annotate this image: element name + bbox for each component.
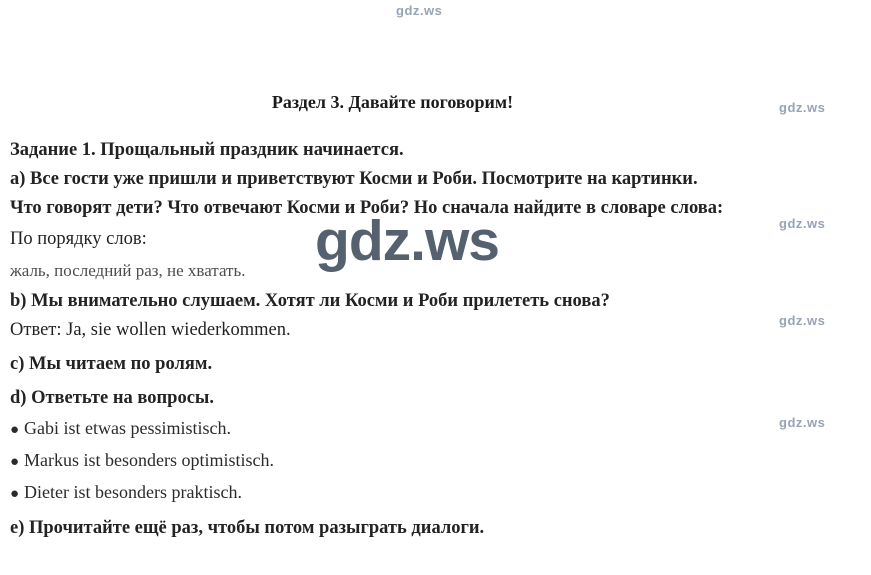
task-a-line-2: Что говорят дети? Что отвечают Косми и Роби? Но сначала найдите в словаре слова: — [10, 198, 724, 218]
list-item — [10, 413, 770, 445]
watermark-top: gdz.ws — [396, 3, 443, 18]
watermark-center: gdz.ws — [315, 209, 500, 273]
task-d: d) Ответьте на вопросы. — [10, 388, 214, 408]
task-b: b) Мы внимательно слушаем. Хотят ли Косми и Роби прилететь снова? — [10, 291, 610, 311]
task-title: Задание 1. Прощальный праздник начинается. — [10, 140, 404, 160]
word-list: жаль, последний раз, не хватать. — [10, 261, 246, 280]
watermark-right-1: gdz.ws — [779, 100, 826, 115]
task-e: e) Прочитайте ещё раз, чтобы потом разыграть диалоги. — [10, 518, 485, 538]
task-a-line-1: a) Все гости уже пришли и приветствуют Косми и Роби. Посмотрите на картинки. — [10, 169, 698, 189]
bullet-text: Dieter ist besonders praktisch. — [24, 482, 242, 502]
list-item — [10, 477, 770, 509]
bullet-icon: ● — [10, 422, 20, 438]
word-order-label: По порядку слов: — [10, 229, 147, 249]
bullet-text: Markus ist besonders optimistisch. — [24, 450, 274, 470]
watermark-right-4: gdz.ws — [779, 415, 826, 430]
task-c: c) Мы читаем по ролям. — [10, 354, 213, 374]
document-text-body — [10, 92, 770, 543]
bullet-icon: ● — [10, 454, 20, 470]
task-b-answer: Ответ: Ja, sie wollen wiederkommen. — [10, 320, 291, 340]
bullet-icon: ● — [10, 486, 20, 502]
watermark-right-2: gdz.ws — [779, 216, 826, 231]
page-title: Раздел 3. Давайте поговорим! — [271, 92, 514, 112]
bullet-text: Gabi ist etwas pessimistisch. — [24, 418, 231, 438]
list-item — [10, 445, 770, 477]
watermark-right-3: gdz.ws — [779, 313, 826, 328]
